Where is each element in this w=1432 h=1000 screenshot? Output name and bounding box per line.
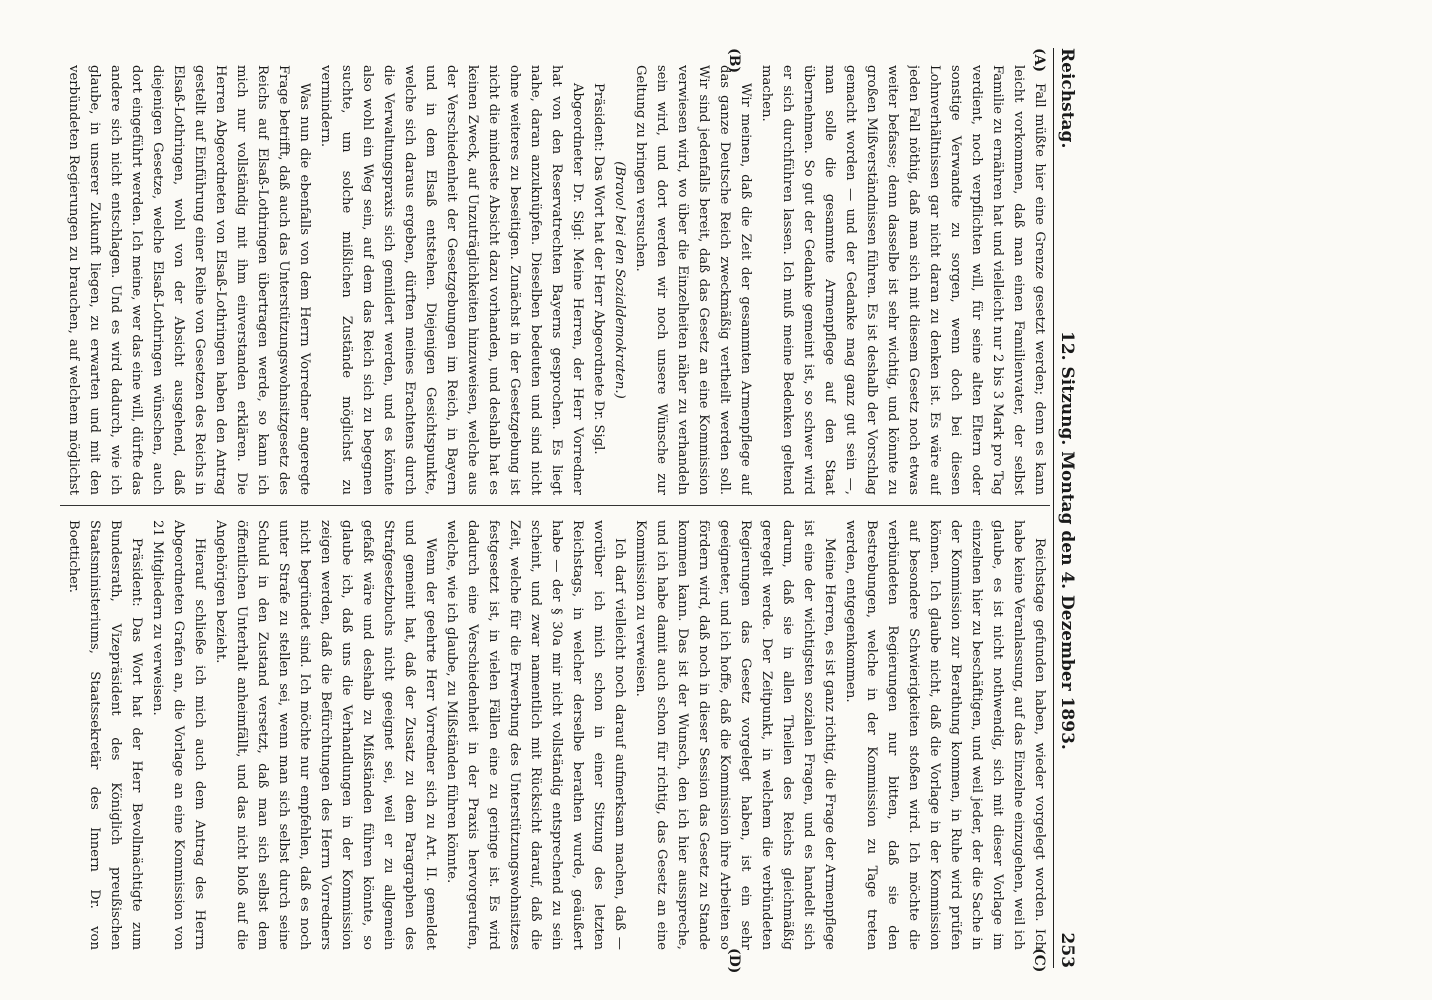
right-column xyxy=(60,520,1050,950)
paragraph: Was nun die ebenfalls von dem Herrn Vorredner angeregte Frage betrifft, daß auch das Unterstützungswohnsitzgesetz des Reichs auf Elsaß-Lothringen übertragen werde, so kann ich mich nur vollständig mit ihm einverstanden erklären. Die Herren Abgeordneten von Elsaß-Lothringen haben den Antrag gestellt auf Einführung einer Reihe von Gesetzen des Reichs in Elsaß-Lothringen, wohl von der Absicht ausgehend, daß diejenigen Gesetze, welche Elsaß-Lothringen wünschen, auch dort eingeführt werden. Ich meine, wer das eine will, dürfte das andere sich nicht entschlagen. Und es wird dadurch, wie ich glaube, in unserer Zukunft liegen, zu erwarten und mit den verbündeten Regierungen zu brauchen, auf welchem möglichst xyxy=(66,65,312,495)
margin-marker-a: (A) xyxy=(1031,48,1047,73)
paragraph: Hierauf schließe ich mich auch dem Antrag des Herrn Abgeordneten Grafen an, die Vorlage an eine Kommission von 21 Mitgliedern zu verweisen. xyxy=(150,520,207,950)
left-column xyxy=(60,65,1050,495)
applause-note: (Bravo! bei den Sozialdemokraten.) xyxy=(612,161,627,399)
paragraph: Präsident: Das Wort hat der Herr Abgeordnete Dr. Sigl. xyxy=(591,83,606,455)
column-divider xyxy=(60,505,1050,506)
paragraph xyxy=(60,520,63,950)
paragraph: Meine Herren, es ist ganz richtig, die Frage der Armenpflege ist eine der wichtigsten sozialen Fragen, und es handelt sich darum, daß sie in allen Theilen des Reichs gleichmäßig geregelt werde. Der Zeitpunkt, in welchem die verbündeten Regierungen das Gesetz vorgelegt haben, ist ein sehr geeigneter, und ich hoffe, daß die Kommission ihre Arbeiten so fördern wird, daß noch in dieser Session das Gesetz zu Stande kommen kann. Das ist der Wunsch, den ich hier ausspreche, und ich habe damit auch schon für richtig, das Gesetz an eine Kommission zu verweisen. xyxy=(633,520,837,950)
paragraph: Ich darf vielleicht noch darauf aufmerksam machen, daß — worüber ich mich schon in einer Sitzung des letzten Reichstags, in welcher derselbe berathen wurde, geäußert habe — der § 30a mir nicht vollständig entsprechend zu sein scheint, und zwar namentlich mit Rücksicht darauf, daß die Zeit, welche für die Erwerbung des Unterstützungswohnsitzes festgesetzt ist, in vielen Fällen eine zu geringe ist. Es wird dadurch eine Verschiedenheit in der Praxis hervorgerufen, welche, wie ich glaube, zu Mißständen führen könnte. xyxy=(444,520,627,950)
page-number: 253 xyxy=(1057,932,1077,968)
paragraph: Wir meinen, daß die Zeit der gesammten Armenpflege auf das ganze Deutsche Reich zweckmäßig vertheilt werden soll. Wir sind jedenfalls bereit, daß das Gesetz an eine Kommission verwiesen wird, wo über die Einzelheiten näher zu verhandeln sein wird, und dort werden wir noch unsere Wünsche zur Geltung zu bringen versuchen. xyxy=(633,65,753,495)
margin-marker-d: (D) xyxy=(726,948,742,974)
margin-marker-c: (C) xyxy=(1031,948,1047,973)
page-header xyxy=(1053,48,1080,968)
header-left: Reichstag. xyxy=(1057,48,1077,149)
header-center: 12. Sitzung. Montag den 4. Dezember 1893. xyxy=(1057,331,1077,750)
paragraph: Fall müßte hier eine Grenze gesetzt werden; denn es kann leicht vorkommen, daß man einen Familienvater, der selbst Familie zu ernähren hat und vielleicht nur 2 bis 3 Mark pro Tag verdient, noch verpflichten will, für seine alten Eltern oder sonstige Verwandte zu sorgen, wenn doch bei diesen Lohnverhältnissen gar nicht daran zu denken ist. Es wäre auf jeden Fall nöthig, daß man sich mit diesem Gesetz noch etwas weiter befasse; denn dasselbe ist sehr wichtig, und könnte zu großen Mißverständnissen führen. Es ist deshalb der Vorschlag gemacht worden — und der Gedanke mag ganz gut sein —, man solle die gesammte Armenpflege auf den Staat übernehmen. So gut der Gedanke gemeint ist, so schwer wird er sich durchführen lassen. Ich muß meine Bedenken geltend machen. xyxy=(759,65,1047,495)
paragraph: Präsident: Das Wort hat der Herr Bevollmächtigte zum Bundesrath, Vizepräsident des Königlich preußischen Staatsministeriums, Staatssekretär des Innern Dr. von Boetticher. xyxy=(66,520,144,950)
paragraph: Wenn der geehrte Herr Vorredner sich zu Art. II. gemeldet und gemeint hat, daß der Zusatz zu dem Paragraphen des Strafgesetzbuchs nicht geeignet sei, weil er zu allgemein gefaßt wäre und deshalb zu Mißständen führen könnte, so glaube ich, daß uns die Verhandlungen in der Kommission zeigen werden, daß die Befürchtungen des Herrn Vorredners nicht begründet sind. Ich möchte nur empfehlen, daß es noch unter Strafe zu stellen sei, wenn man sich selbst durch seine Schuld in den Zustand versetzt, daß man sich selbst dem öffentlichen Unterhalt anheimfällt, und das nicht bloß auf die Angehörigen bezieht. xyxy=(213,520,438,950)
paragraph: Reichstage gefunden haben, wieder vorgelegt worden. Ich habe keine Veranlassung, auf das Einzelne einzugehen, weil ich glaube, es ist nicht nothwendig, sich mit dieser Vorlage im einzelnen hier zu beschäftigen, und weil jeder, der die Sache in der Kommission zur Berathung kommen, in Ruhe wird prüfen können. Ich glaube nicht, daß die Vorlage in der Kommission auf besondere Schwierigkeiten stoßen wird. Ich möchte die verbündeten Regierungen nur bitten, daß sie den Bestrebungen, welche in der Kommission zu Tage treten werden, entgegenkommen. xyxy=(843,520,1047,950)
margin-marker-b: (B) xyxy=(726,48,742,74)
paragraph: Abgeordneter Dr. Sigl: Meine Herren, der Herr Vorredner hat von den Reservatrechten Bayerns gesprochen. Es liegt nahe, daran anzuknüpfen. Dieselben bedeuten und sind nicht ohne weiteres zu beseitigen. Zunächst in der Gesetzgebung ist nicht die mindeste Absicht dazu vorhanden, und deshalb hat es keinen Zweck, auf Unzuträglichkeiten hinzuweisen, welche aus der Verschiedenheit der Gesetzgebungen im Reich, in Bayern und in dem Elsaß entstehen. Diejenigen Gesichtspunkte, welche sich daraus ergeben, dürften meines Erachtens durch die Verwaltungspraxis sich gemildert werden, und es könnte also wohl ein Weg sein, auf dem das Reich sich zu begegnen suchte, um solche mißlichen Zustände möglichst zu vermindern. xyxy=(318,65,585,495)
